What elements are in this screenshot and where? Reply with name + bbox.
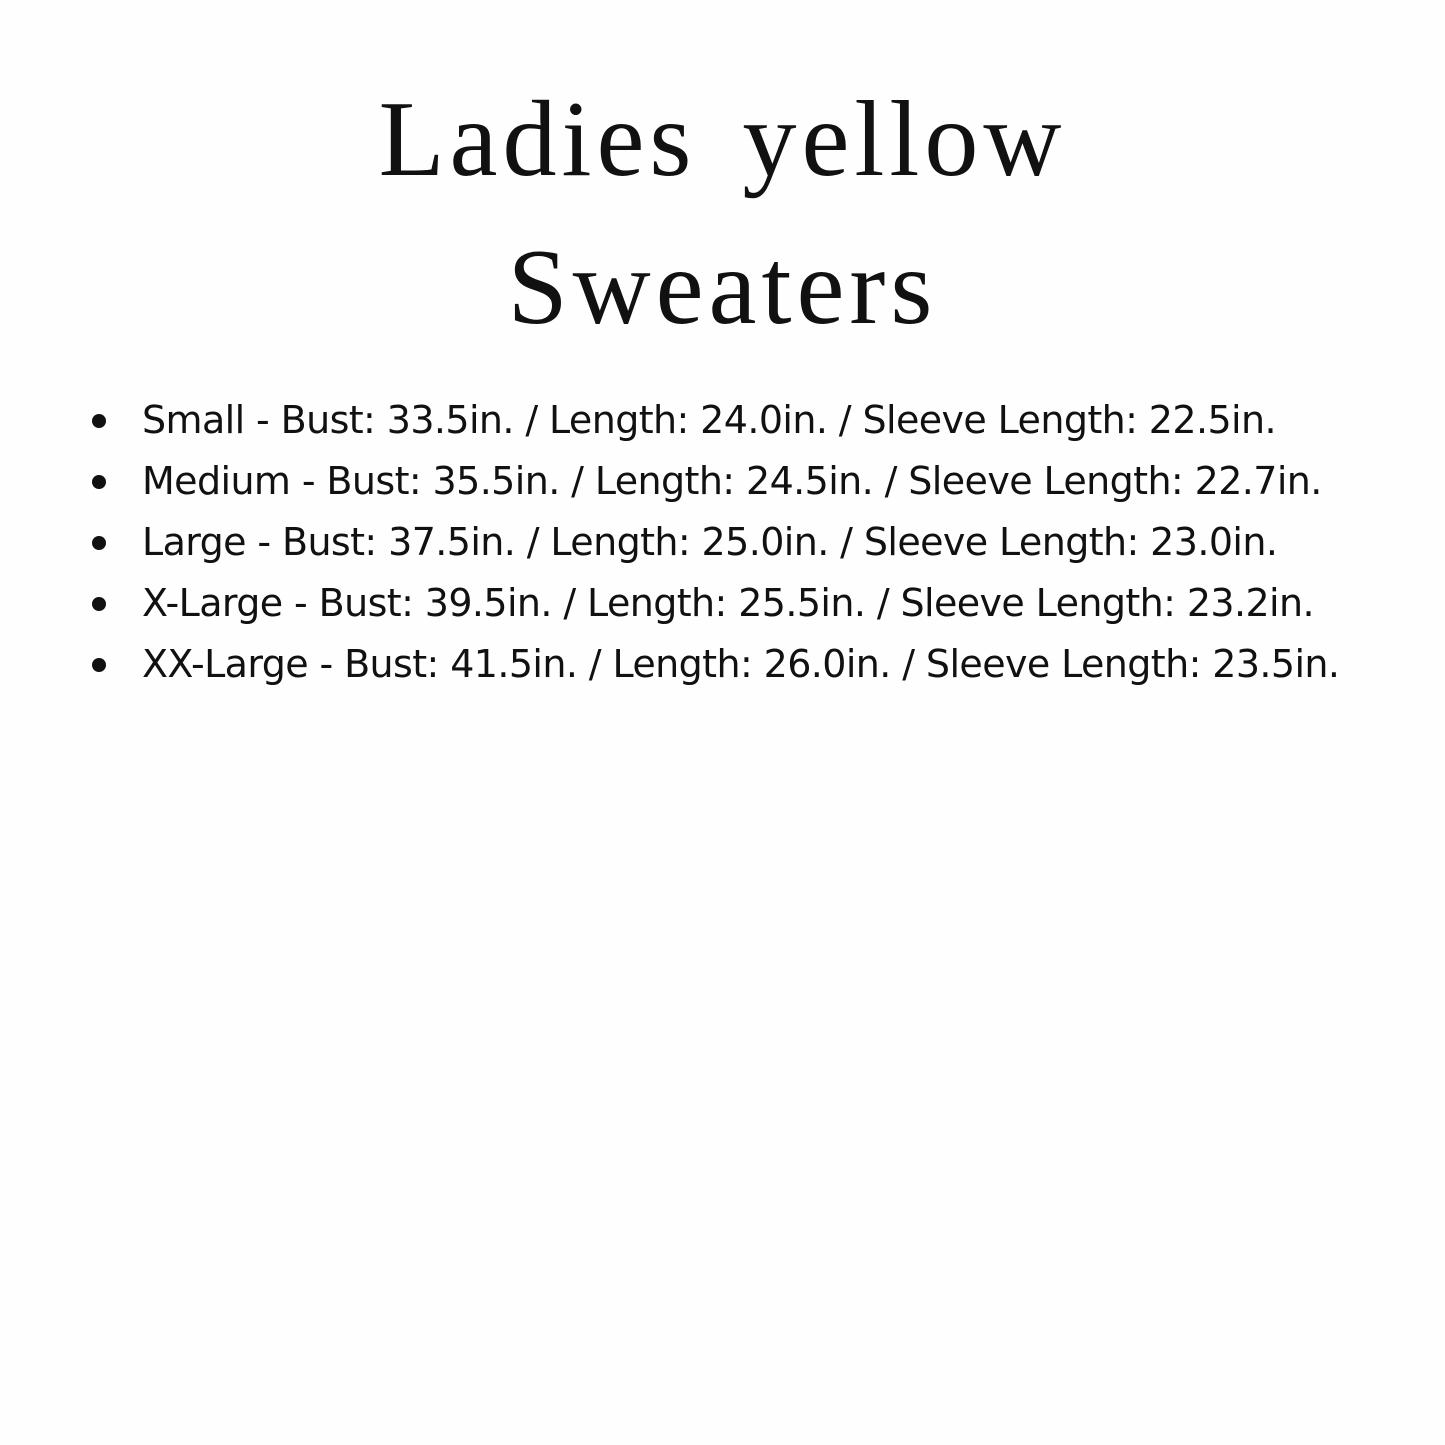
size-entry-large: Large - Bust: 37.5in. / Length: 25.0in. / Sleeve Length: 23.0in. (142, 520, 1278, 564)
size-entry-xx-large: XX-Large - Bust: 41.5in. / Length: 26.0in. / Sleeve Length: 23.5in. (142, 642, 1340, 686)
size-entry-medium: Medium - Bust: 35.5in. / Length: 24.5in. / Sleeve Length: 22.7in. (142, 459, 1322, 503)
bullet-icon (92, 597, 106, 611)
size-entry-small: Small - Bust: 33.5in. / Length: 24.0in. / Sleeve Length: 22.5in. (142, 398, 1276, 442)
list-item (0, 634, 1339, 695)
size-entry-x-large: X-Large - Bust: 39.5in. / Length: 25.5in. / Sleeve Length: 23.2in. (142, 581, 1314, 625)
size-chart-list (0, 390, 1339, 695)
bullet-icon (92, 414, 106, 428)
title-line-1: Ladies yellow (378, 80, 1067, 199)
page-title (0, 66, 1445, 362)
bullet-icon (92, 536, 106, 550)
list-item (0, 390, 1339, 451)
bullet-icon (92, 475, 106, 489)
list-item (0, 512, 1339, 573)
bullet-icon (92, 658, 106, 672)
title-line-2: Sweaters (507, 228, 938, 347)
list-item (0, 451, 1339, 512)
list-item (0, 573, 1339, 634)
